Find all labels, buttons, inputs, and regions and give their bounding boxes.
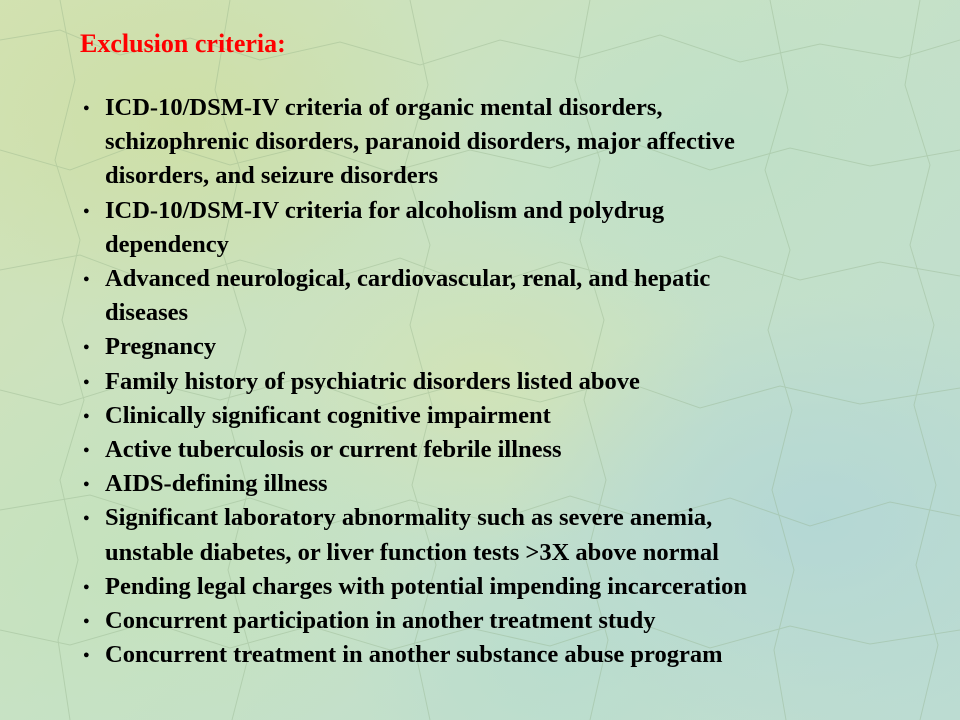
- bullet-dot-icon: ●: [83, 341, 90, 354]
- list-item: [80, 194, 950, 262]
- bullet-dot-icon: ●: [83, 615, 90, 628]
- list-item-text-line: Concurrent treatment in another substance abuse program: [105, 641, 723, 669]
- list-item-text-line: ICD-10/DSM-IV criteria for alcoholism and polydrug: [105, 196, 665, 224]
- bullet-dot-icon: ●: [83, 649, 90, 662]
- bullet-dot-icon: ●: [83, 478, 90, 491]
- list-item: [80, 91, 950, 194]
- list-item-text-line: Family history of psychiatric disorders listed above: [105, 367, 640, 395]
- bullet-dot-icon: ●: [83, 375, 90, 388]
- list-item-text-line: diseases: [105, 299, 189, 327]
- list-item: [80, 638, 950, 672]
- bullet-dot-icon: ●: [83, 204, 90, 217]
- list-item: [80, 433, 950, 467]
- list-item: [80, 604, 950, 638]
- exclusion-criteria-list: [80, 91, 950, 672]
- list-item-text-line: disorders, and seizure disorders: [105, 162, 439, 190]
- bullet-dot-icon: ●: [83, 273, 90, 286]
- list-item: [80, 262, 950, 330]
- list-item-text-line: schizophrenic disorders, paranoid disorders, major affective: [105, 128, 735, 156]
- list-item: [80, 330, 950, 364]
- list-item-text-line: Advanced neurological, cardiovascular, renal, and hepatic: [105, 265, 711, 293]
- list-item-text-line: dependency: [105, 230, 229, 258]
- list-item-text-line: Active tuberculosis or current febrile illness: [105, 436, 562, 464]
- list-item-text-line: Pending legal charges with potential impending incarceration: [105, 572, 747, 600]
- list-item-text-line: unstable diabetes, or liver function tests >3X above normal: [105, 538, 719, 566]
- bullet-dot-icon: ●: [83, 580, 90, 593]
- bullet-dot-icon: ●: [83, 102, 90, 114]
- list-item: [80, 467, 950, 501]
- list-item-text-line: Significant laboratory abnormality such as severe anemia,: [105, 504, 713, 532]
- list-item-text-line: AIDS-defining illness: [105, 470, 328, 498]
- list-item-text-line: Clinically significant cognitive impairment: [105, 401, 551, 429]
- bullet-dot-icon: ●: [83, 512, 90, 525]
- slide-title: Exclusion criteria:: [80, 29, 286, 58]
- list-item: [80, 399, 950, 433]
- list-item: [80, 365, 950, 399]
- list-item: [80, 501, 950, 569]
- list-item-text-line: Pregnancy: [105, 333, 217, 361]
- list-item: [80, 570, 950, 604]
- list-item-text-line: Concurrent participation in another treatment study: [105, 607, 656, 635]
- bullet-dot-icon: ●: [83, 409, 90, 422]
- bullet-dot-icon: ●: [83, 444, 90, 457]
- list-item-text-line: ICD-10/DSM-IV criteria of organic mental disorders,: [105, 94, 663, 121]
